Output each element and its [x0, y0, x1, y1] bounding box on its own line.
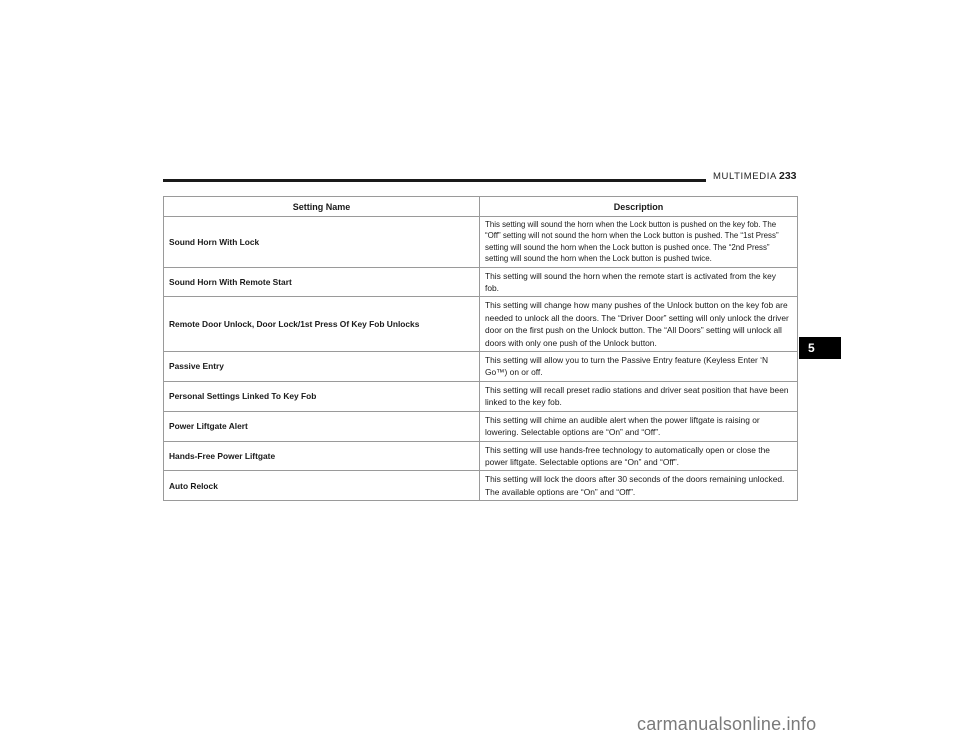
chapter-tab	[799, 337, 841, 359]
table-row	[164, 441, 798, 471]
setting-description-cell: This setting will chime an audible alert when the power liftgate is raising or lowering. Selectable options are “On” and “Off”.	[480, 411, 798, 441]
table-row	[164, 381, 798, 411]
column-header-setting-name: Setting Name	[164, 197, 480, 217]
settings-table	[163, 196, 798, 501]
setting-description-cell: This setting will recall preset radio stations and driver seat position that have been linked to the key fob.	[480, 381, 798, 411]
setting-name-cell: Remote Door Unlock, Door Lock/1st Press Of Key Fob Unlocks	[164, 297, 480, 352]
table-row	[164, 411, 798, 441]
section-title: MULTIMEDIA	[713, 171, 777, 182]
setting-description-cell: This setting will use hands-free technology to automatically open or close the power liftgate. Selectable options are “On” and “Off”.	[480, 441, 798, 471]
setting-name-cell: Passive Entry	[164, 352, 480, 382]
table-row	[164, 352, 798, 382]
setting-name-cell: Auto Relock	[164, 471, 480, 501]
table-row	[164, 267, 798, 297]
chapter-tab-label: 5	[808, 341, 815, 355]
setting-name-cell: Hands-Free Power Liftgate	[164, 441, 480, 471]
table-row	[164, 217, 798, 268]
table-row	[164, 471, 798, 501]
header-rule	[163, 179, 706, 182]
watermark-text: carmanualsonline.info	[637, 714, 817, 734]
setting-description-cell: This setting will lock the doors after 30 seconds of the doors remaining unlocked. The available options are “On” and “Off”.	[480, 471, 798, 501]
setting-name-cell: Personal Settings Linked To Key Fob	[164, 381, 480, 411]
setting-description-cell: This setting will sound the horn when the remote start is activated from the key fob.	[480, 267, 798, 297]
setting-description-cell: This setting will change how many pushes of the Unlock button on the key fob are needed to unlock all the doors. The “Driver Door” setting will only unlock the driver door on the first push on the Unlock button. The “All Doors” setting will unlock all doors with only one push of the Unlock button.	[480, 297, 798, 352]
setting-name-cell: Sound Horn With Remote Start	[164, 267, 480, 297]
setting-description-cell: This setting will sound the horn when the Lock button is pushed on the key fob. The “Off” setting will not sound the horn when the Lock button is pushed. The “1st Press” setting will sound the horn when the Lock button is pushed once. The “2nd Press” setting will sound the horn when the Lock button is pushed twice.	[480, 217, 798, 268]
page-number: 233	[779, 170, 797, 182]
table-row	[164, 297, 798, 352]
column-header-description: Description	[480, 197, 798, 217]
setting-description-cell: This setting will allow you to turn the Passive Entry feature (Keyless Enter ‘N Go™) on or off.	[480, 352, 798, 382]
table-header-row	[164, 197, 798, 217]
setting-name-cell: Sound Horn With Lock	[164, 217, 480, 268]
setting-name-cell: Power Liftgate Alert	[164, 411, 480, 441]
